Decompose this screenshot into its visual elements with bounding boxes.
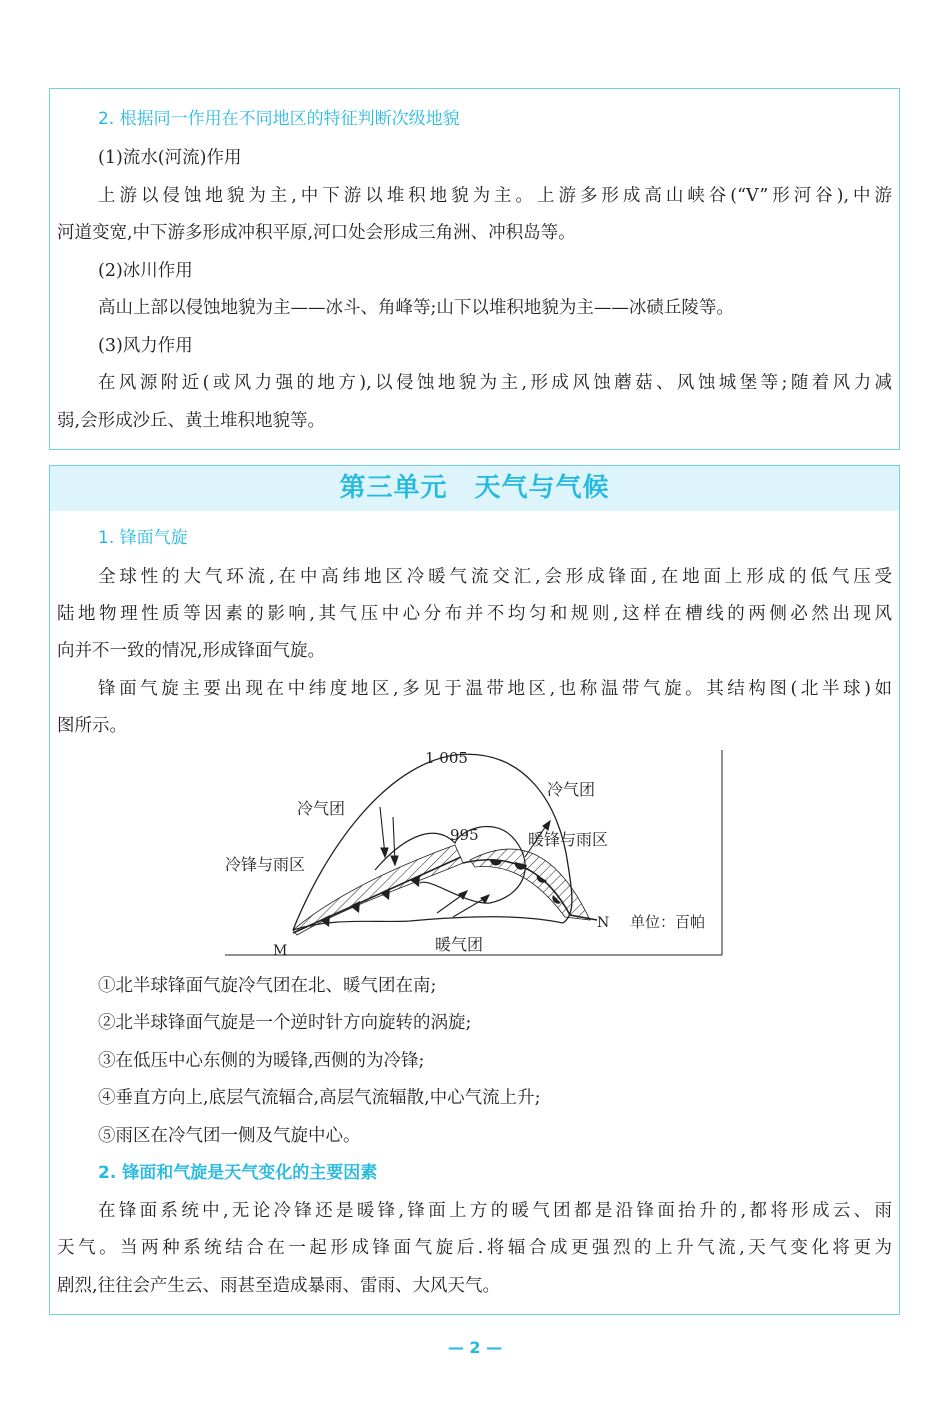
paragraph-factors-1: 在锋面系统中,无论冷锋还是暖锋,锋面上方的暖气团都是沿锋面抬升的,都将形成云、雨	[98, 1201, 892, 1221]
paragraph-river-1: 上游以侵蚀地貌为主,中下游以堆积地貌为主。上游多形成高山峡谷(“V”形河谷),中游	[98, 186, 892, 206]
label-point-m: M	[273, 943, 288, 959]
list-item: ③在低压中心东侧的为暖锋,西侧的为冷锋;	[98, 1051, 425, 1071]
landform-section-box	[49, 88, 900, 450]
label-warm-front: 暖锋与雨区	[528, 830, 609, 849]
subheading-glacier: (2)冰川作用	[98, 261, 193, 281]
paragraph-glacier: 高山上部以侵蚀地貌为主——冰斗、角峰等;山下以堆积地貌为主——冰碛丘陵等。	[98, 298, 734, 318]
heading-frontal-cyclone: 1. 锋面气旋	[98, 528, 188, 548]
paragraph-cyclone-2: 陆地物理性质等因素的影响,其气压中心分布并不均匀和规则,这样在槽线的两侧必然出现风	[57, 604, 892, 624]
label-warm-mass: 暖气团	[435, 935, 484, 954]
paragraph-factors-3: 剧烈,往往会产生云、雨甚至造成暴雨、雷雨、大风天气。	[57, 1276, 501, 1296]
section-heading: 2. 根据同一作用在不同地区的特征判断次级地貌	[98, 109, 460, 129]
subheading-wind: (3)风力作用	[98, 336, 193, 356]
cyclone-bottom-line	[293, 917, 563, 930]
list-item: ⑤雨区在冷气团一侧及气旋中心。	[98, 1126, 361, 1146]
list-item: ①北半球锋面气旋冷气团在北、暖气团在南;	[98, 976, 437, 996]
label-isobar-1005: 1 005	[425, 749, 468, 767]
paragraph-river-2: 河道变宽,中下游多形成冲积平原,河口处会形成三角洲、冲积岛等。	[57, 223, 576, 243]
paragraph-cyclone-4: 锋面气旋主要出现在中纬度地区,多见于温带地区,也称温带气旋。其结构图(北半球)如	[98, 679, 892, 699]
label-unit: 单位：百帕	[630, 913, 706, 931]
paragraph-factors-2: 天气。当两种系统结合在一起形成锋面气旋后.将辐合成更强烈的上升气流,天气变化将更为	[57, 1238, 892, 1258]
heading-front-factors: 2. 锋面和气旋是天气变化的主要因素	[98, 1163, 378, 1183]
paragraph-cyclone-1: 全球性的大气环流,在中高纬地区冷暖气流交汇,会形成锋面,在地面上形成的低气压受	[98, 567, 892, 587]
list-item: ④垂直方向上,底层气流辐合,高层气流辐散,中心气流上升;	[98, 1088, 541, 1108]
paragraph-wind-1: 在风源附近(或风力强的地方),以侵蚀地貌为主,形成风蚀蘑菇、风蚀城堡等;随着风力减	[98, 373, 892, 393]
frontal-cyclone-diagram	[225, 745, 725, 960]
label-cold-mass-left: 冷气团	[297, 799, 346, 818]
paragraph-cyclone-5: 图所示。	[57, 716, 127, 736]
list-item: ②北半球锋面气旋是一个逆时针方向旋转的涡旋;	[98, 1013, 472, 1033]
unit-title: 第三单元 天气与气候	[50, 466, 899, 511]
paragraph-wind-2: 弱,会形成沙丘、黄土堆积地貌等。	[57, 411, 326, 431]
label-isobar-995: 995	[450, 826, 479, 844]
subheading-river: (1)流水(河流)作用	[98, 148, 242, 168]
paragraph-cyclone-3: 向并不一致的情况,形成锋面气旋。	[57, 641, 326, 661]
label-cold-mass-right: 冷气团	[547, 780, 596, 799]
label-point-n: N	[597, 915, 610, 931]
label-cold-front: 冷锋与雨区	[225, 855, 306, 874]
page-number: — 2 —	[447, 1338, 503, 1357]
